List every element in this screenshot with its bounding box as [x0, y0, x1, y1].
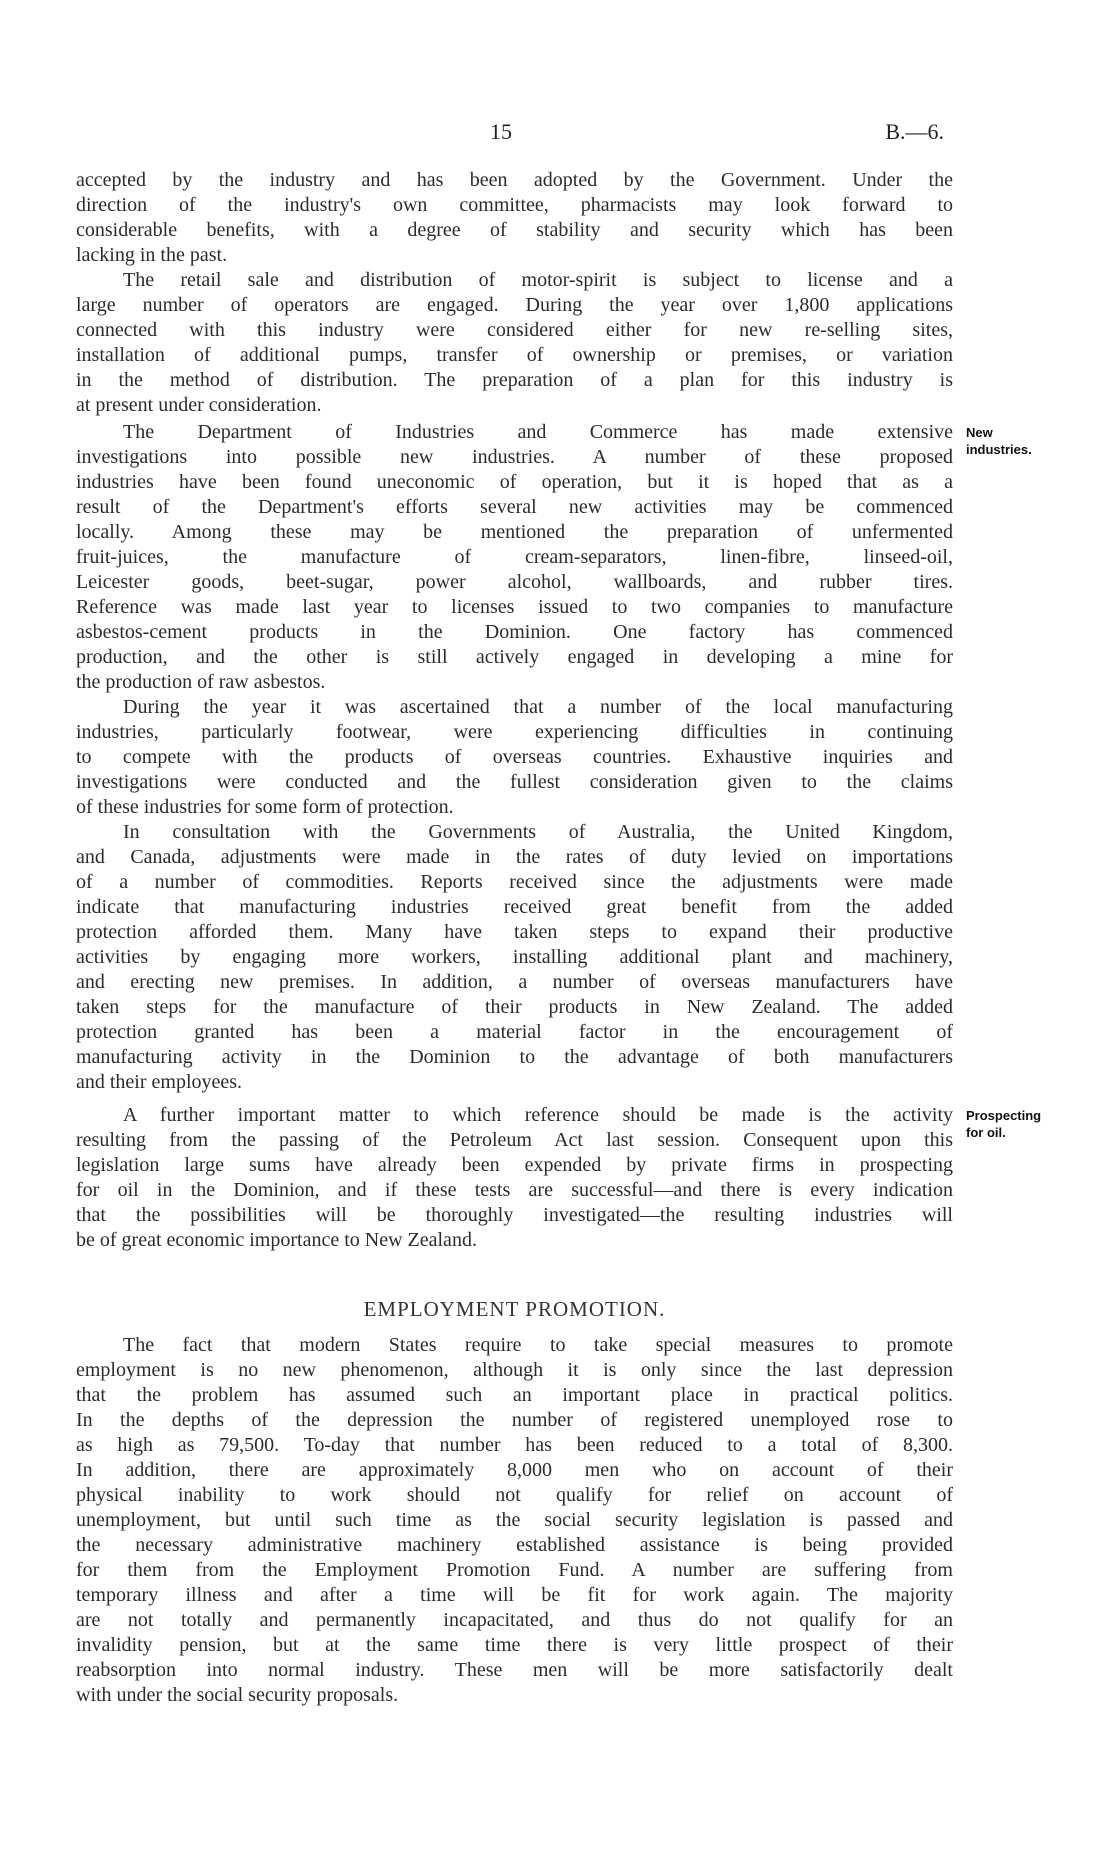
text-line: A further important matter to which reference should be made is the activity	[123, 1104, 953, 1126]
text-line: unemployment, but until such time as the social security legislation is passed and	[76, 1509, 953, 1531]
text-line: installation of additional pumps, transfer of ownership or premises, or variation	[76, 344, 953, 366]
text-line: asbestos-cement products in the Dominion. One factory has commenced	[76, 621, 953, 643]
text-line: as high as 79,500. To-day that number has been reduced to a total of 8,300.	[76, 1434, 953, 1456]
text-line: resulting from the passing of the Petroleum Act last session. Consequent upon this	[76, 1129, 953, 1151]
text-line: industries, particularly footwear, were experiencing difficulties in continuing	[76, 721, 953, 743]
text-line: protection afforded them. Many have taken steps to expand their productive	[76, 921, 953, 943]
text-line: the necessary administrative machinery established assistance is being provided	[76, 1534, 953, 1556]
text-line: for them from the Employment Promotion Fund. A number are suffering from	[76, 1559, 953, 1581]
text-line: fruit-juices, the manufacture of cream-separators, linen-fibre, linseed-oil,	[76, 546, 953, 568]
text-line: of these industries for some form of protection.	[76, 796, 454, 818]
text-line: be of great economic importance to New Zealand.	[76, 1229, 477, 1251]
text-line: manufacturing activity in the Dominion to the advantage of both manufacturers	[76, 1046, 953, 1068]
text-line: for oil in the Dominion, and if these tests are successful—and there is every indication	[76, 1179, 953, 1201]
text-line: at present under consideration.	[76, 394, 322, 416]
text-line: investigations into possible new industries. A number of these proposed	[76, 446, 953, 468]
text-line: locally. Among these may be mentioned the preparation of unfermented	[76, 521, 953, 543]
text-line: are not totally and permanently incapacitated, and thus do not qualify for an	[76, 1609, 953, 1631]
text-line: In the depths of the depression the number of registered unemployed rose to	[76, 1409, 953, 1431]
text-line: large number of operators are engaged. During the year over 1,800 applications	[76, 294, 953, 316]
page-number: 15	[490, 119, 512, 144]
text-line: and erecting new premises. In addition, a number of overseas manufacturers have	[76, 971, 953, 993]
text-line: and their employees.	[76, 1071, 243, 1093]
text-line: legislation large sums have already been expended by private firms in prospecting	[76, 1154, 953, 1176]
text-line: The fact that modern States require to take special measures to promote	[123, 1334, 953, 1356]
text-line: employment is no new phenomenon, although it is only since the last depression	[76, 1359, 953, 1381]
text-line: taken steps for the manufacture of their products in New Zealand. The added	[76, 996, 953, 1018]
text-line: with under the social security proposals.	[76, 1684, 399, 1706]
text-line: of a number of commodities. Reports received since the adjustments were made	[76, 871, 953, 893]
text-line: result of the Department's efforts several new activities may be commenced	[76, 496, 953, 518]
text-line: In consultation with the Governments of Australia, the United Kingdom,	[123, 821, 953, 843]
text-line: in the method of distribution. The preparation of a plan for this industry is	[76, 369, 953, 391]
text-line: and Canada, adjustments were made in the rates of duty levied on importations	[76, 846, 953, 868]
text-line: accepted by the industry and has been adopted by the Government. Under the	[76, 169, 953, 191]
text-line: protection granted has been a material factor in the encouragement of	[76, 1021, 953, 1043]
text-line: direction of the industry's own committee, pharmacists may look forward to	[76, 194, 953, 216]
text-line: industries have been found uneconomic of operation, but it is hoped that as a	[76, 471, 953, 493]
text-line: considerable benefits, with a degree of stability and security which has been	[76, 219, 953, 241]
text-line: physical inability to work should not qualify for relief on account of	[76, 1484, 953, 1506]
section-heading: EMPLOYMENT PROMOTION.	[363, 1297, 666, 1321]
text-line: During the year it was ascertained that a number of the local manufacturing	[123, 696, 953, 718]
text-line: indicate that manufacturing industries received great benefit from the added	[76, 896, 953, 918]
margin-note-line: industries.	[966, 442, 1032, 457]
margin-note-line: New	[966, 425, 993, 440]
text-line: connected with this industry were considered either for new re-selling sites,	[76, 319, 953, 341]
text-line: The Department of Industries and Commerce has made extensive	[123, 421, 953, 443]
margin-note-line: for oil.	[966, 1125, 1006, 1140]
text-line: production, and the other is still actively engaged in developing a mine for	[76, 646, 953, 668]
text-line: investigations were conducted and the fullest consideration given to the claims	[76, 771, 953, 793]
text-line: lacking in the past.	[76, 244, 228, 266]
text-line: to compete with the products of overseas countries. Exhaustive inquiries and	[76, 746, 953, 768]
margin-note-new-industries	[966, 424, 1032, 458]
text-line: reabsorption into normal industry. These men will be more satisfactorily dealt	[76, 1659, 953, 1681]
text-line: that the problem has assumed such an important place in practical politics.	[76, 1384, 953, 1406]
document-reference: B.—6.	[885, 119, 944, 144]
text-line: invalidity pension, but at the same time there is very little prospect of their	[76, 1634, 953, 1656]
text-line: that the possibilities will be thoroughly investigated—the resulting industries will	[76, 1204, 953, 1226]
text-line: In addition, there are approximately 8,000 men who on account of their	[76, 1459, 953, 1481]
margin-note-prospecting-for-oil	[966, 1107, 1041, 1141]
text-line: Reference was made last year to licenses issued to two companies to manufacture	[76, 596, 953, 618]
margin-note-line: Prospecting	[966, 1108, 1042, 1123]
text-line: temporary illness and after a time will be fit for work again. The majority	[76, 1584, 953, 1606]
text-line: Leicester goods, beet-sugar, power alcohol, wallboards, and rubber tires.	[76, 571, 953, 593]
text-line: activities by engaging more workers, installing additional plant and machinery,	[76, 946, 953, 968]
text-line: The retail sale and distribution of motor-spirit is subject to license and a	[123, 269, 953, 291]
text-line: the production of raw asbestos.	[76, 671, 326, 693]
